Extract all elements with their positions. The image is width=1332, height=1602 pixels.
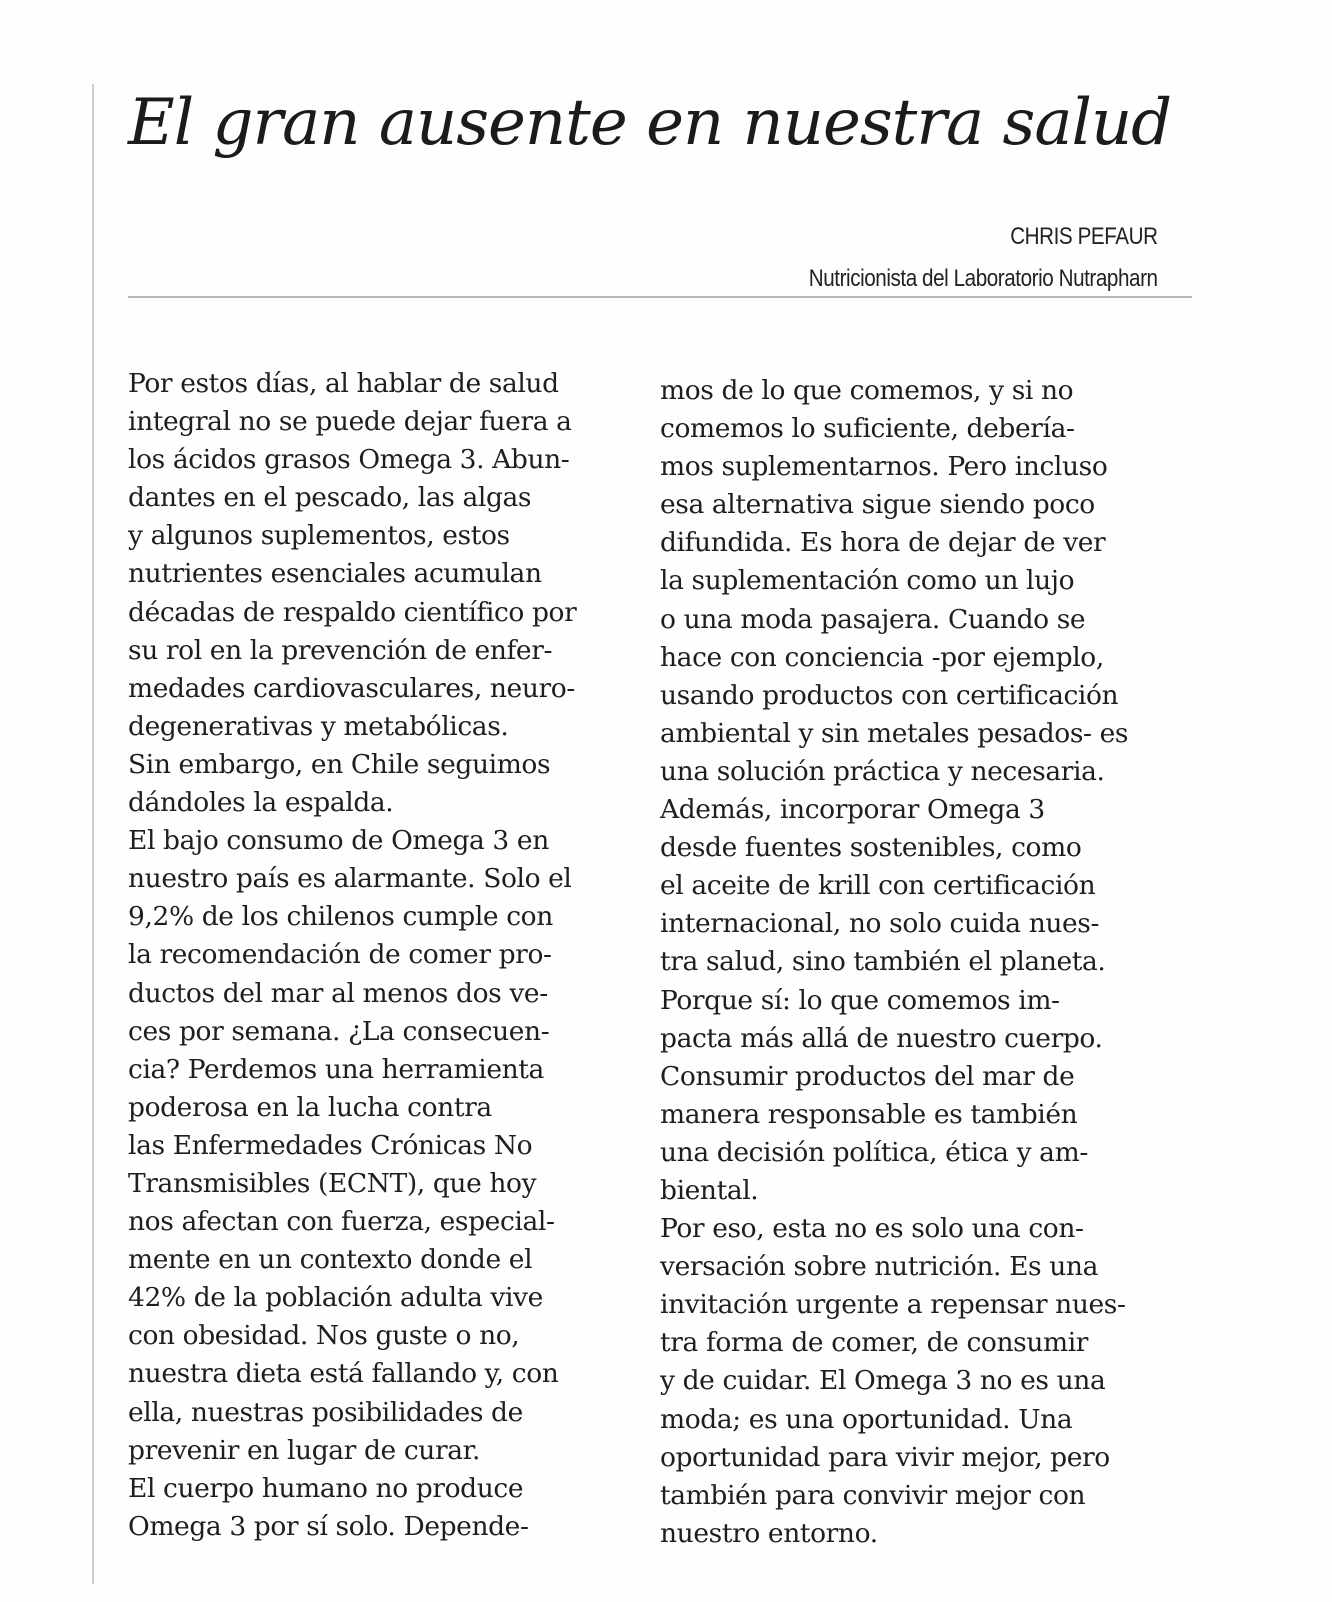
body-column-left: [128, 365, 648, 1546]
text-line: con obesidad. Nos guste o no,: [128, 1320, 520, 1352]
text-line: esa alternativa sigue siendo poco: [660, 489, 1095, 521]
text-line: dándoles la espalda.: [128, 787, 394, 819]
text-line: difundida. Es hora de dejar de ver: [660, 527, 1106, 559]
text-line: poderosa en la lucha contra: [128, 1091, 492, 1123]
text-line: el aceite de krill con certificación: [660, 870, 1096, 902]
text-line: moda; es una oportunidad. Una: [660, 1403, 1073, 1435]
text-line: Sin embargo, en Chile seguimos: [128, 748, 551, 780]
text-line: y algunos suplementos, estos: [128, 520, 510, 552]
text-line: invitación urgente a repensar nues-: [660, 1289, 1126, 1321]
header-divider: [128, 296, 1192, 298]
text-line: biental.: [660, 1174, 759, 1206]
text-line: usando productos con certificación: [660, 679, 1119, 711]
text-line: versación sobre nutrición. Es una: [660, 1251, 1098, 1283]
text-line: también para convivir mejor con: [660, 1479, 1086, 1511]
text-line: El bajo consumo de Omega 3 en: [128, 825, 549, 857]
text-line: mente en un contexto donde el: [128, 1244, 533, 1276]
text-line: ces por semana. ¿La consecuen-: [128, 1015, 550, 1047]
text-line: internacional, no solo cuida nues-: [660, 908, 1100, 940]
text-line: o una moda pasajera. Cuando se: [660, 603, 1086, 635]
text-line: manera responsable es también: [660, 1098, 1078, 1130]
text-line: ductos del mar al menos dos ve-: [128, 977, 548, 1009]
text-line: 42% de la población adulta vive: [128, 1282, 543, 1314]
text-line: integral no se puede dejar fuera a: [128, 406, 572, 438]
text-line: Transmisibles (ECNT), que hoy: [128, 1167, 537, 1199]
text-line: ambiental y sin metales pesados- es: [660, 717, 1129, 749]
text-line: prevenir en lugar de curar.: [128, 1434, 480, 1466]
text-line: mos suplementarnos. Pero incluso: [660, 451, 1108, 483]
text-line: tra forma de comer, de consumir: [660, 1327, 1089, 1359]
text-line: nuestra dieta está fallando y, con: [128, 1358, 559, 1390]
text-line: Por eso, esta no es solo una con-: [660, 1213, 1084, 1245]
column-rule: [92, 84, 94, 1584]
text-line: las Enfermedades Crónicas No: [128, 1129, 533, 1161]
text-line: hace con conciencia -por ejemplo,: [660, 641, 1104, 673]
text-line: los ácidos grasos Omega 3. Abun-: [128, 444, 570, 476]
text-line: cia? Perdemos una herramienta: [128, 1053, 544, 1085]
text-line: tra salud, sino también el planeta.: [660, 946, 1106, 978]
text-line: nutrientes esenciales acumulan: [128, 558, 542, 590]
author-name: CHRIS PEFAUR: [1010, 223, 1158, 250]
text-line: nuestro país es alarmante. Solo el: [128, 863, 572, 895]
text-line: ella, nuestras posibilidades de: [128, 1396, 523, 1428]
text-line: degenerativas y metabólicas.: [128, 710, 509, 742]
article-headline: El gran ausente en nuestra salud: [128, 86, 1172, 160]
body-column-right: [660, 372, 1180, 1553]
text-line: Además, incorporar Omega 3: [660, 794, 1045, 826]
text-line: Porque sí: lo que comemos im-: [660, 984, 1060, 1016]
byline: [752, 222, 1158, 294]
author-role: Nutricionista del Laboratorio Nutrapharn: [809, 265, 1158, 292]
text-line: y de cuidar. El Omega 3 no es una: [660, 1365, 1106, 1397]
text-line: décadas de respaldo científico por: [128, 596, 577, 628]
text-line: desde fuentes sostenibles, como: [660, 832, 1082, 864]
text-line: Por estos días, al hablar de salud: [128, 368, 559, 399]
text-line: medades cardiovasculares, neuro-: [128, 672, 575, 704]
text-line: su rol en la prevención de enfer-: [128, 634, 553, 666]
text-line: Omega 3 por sí solo. Depende-: [128, 1510, 529, 1542]
text-line: nuestro entorno.: [660, 1517, 878, 1549]
text-line: una solución práctica y necesaria.: [660, 755, 1105, 787]
text-line: la suplementación como un lujo: [660, 565, 1075, 597]
text-line: nos afectan con fuerza, especial-: [128, 1206, 555, 1238]
text-line: Consumir productos del mar de: [660, 1060, 1075, 1092]
text-line: oportunidad para vivir mejor, pero: [660, 1441, 1110, 1473]
text-line: pacta más allá de nuestro cuerpo.: [660, 1022, 1103, 1054]
text-line: 9,2% de los chilenos cumple con: [128, 901, 553, 933]
text-line: comemos lo suficiente, debería-: [660, 413, 1075, 445]
text-line: El cuerpo humano no produce: [128, 1472, 524, 1504]
text-line: la recomendación de comer pro-: [128, 939, 552, 971]
text-line: dantes en el pescado, las algas: [128, 482, 532, 514]
text-line: mos de lo que comemos, y si no: [660, 375, 1074, 406]
text-line: una decisión política, ética y am-: [660, 1136, 1088, 1168]
